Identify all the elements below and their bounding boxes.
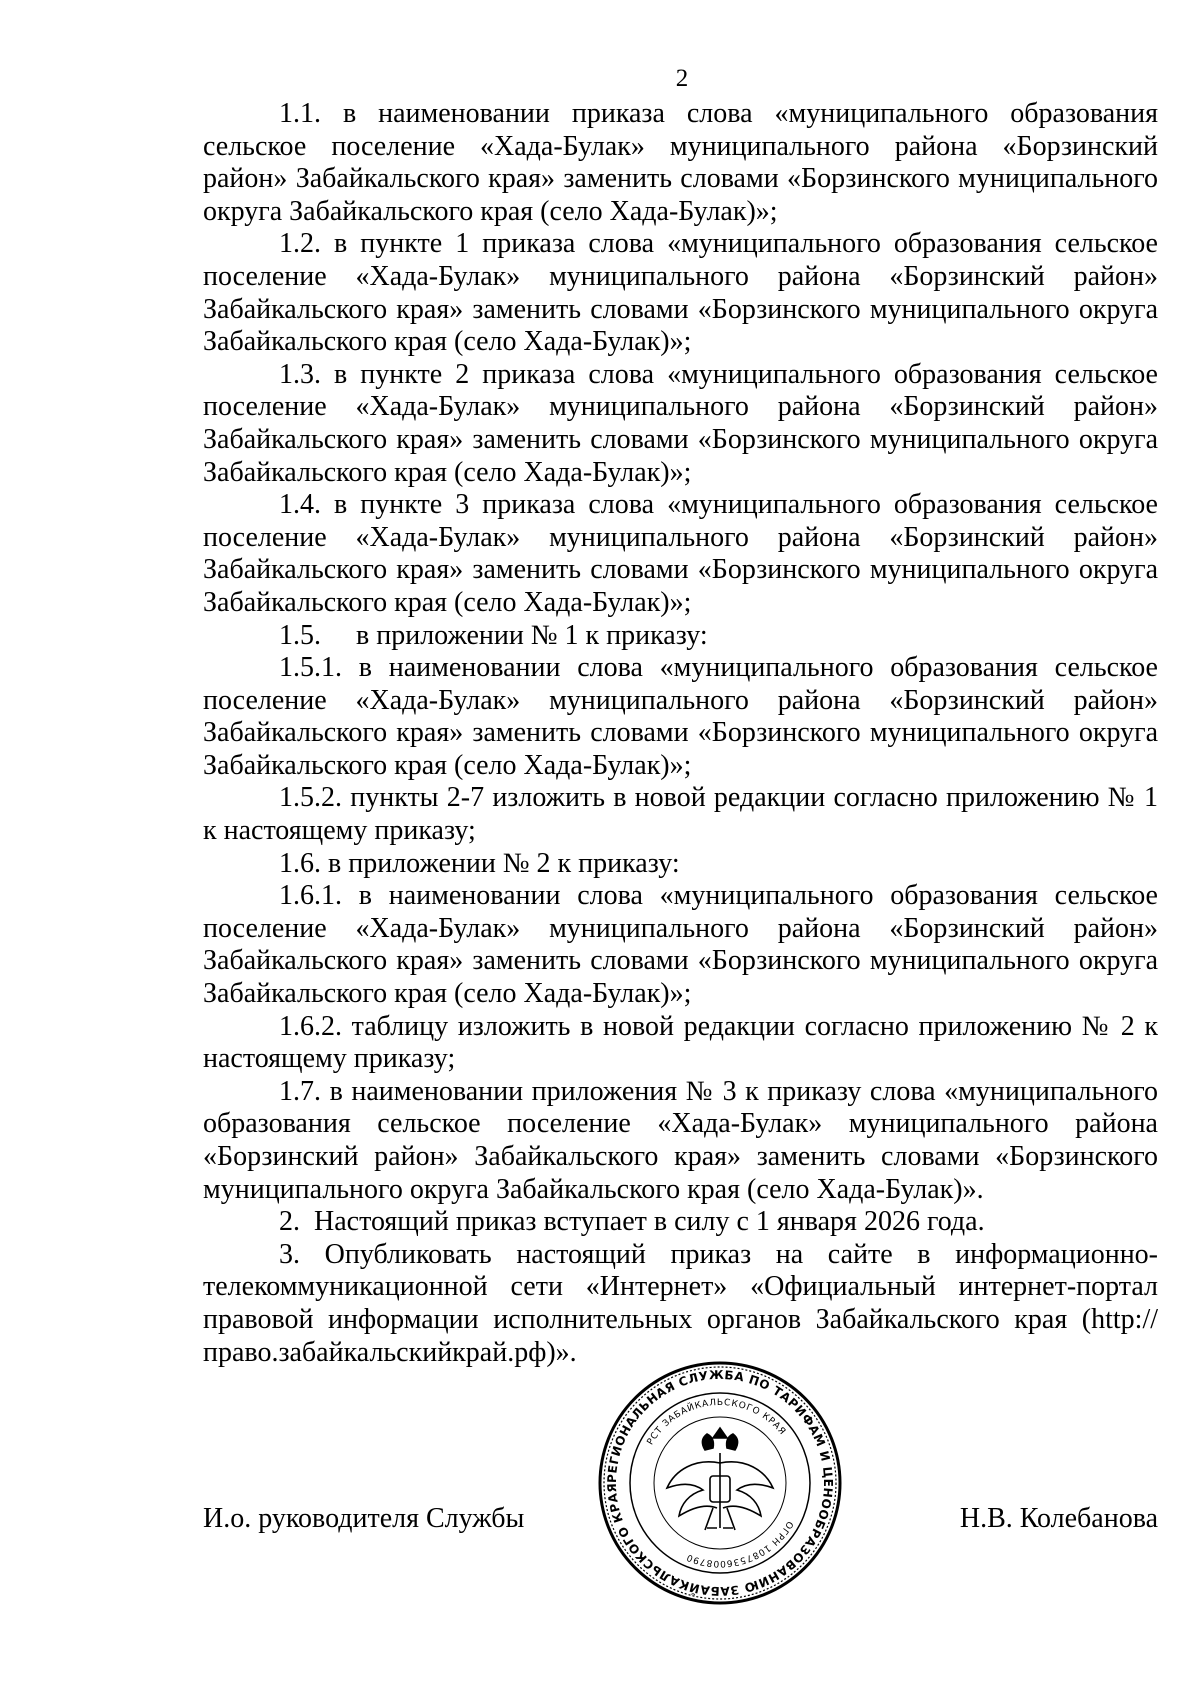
paragraph-2: 2. Настоящий приказ вступает в силу с 1 января 2026 года.: [279, 1206, 985, 1238]
paragraph-1-7: 1.7. в наименовании приложения № 3 к приказу слова «муниципального образования сельское поселение «Хада-Булак» муниципального района «Борзинский район» Забайкальского края» заменить словами «Борзинского муниципального округа Забайкальского края (село Хада-Булак)».: [203, 1075, 1158, 1205]
paragraph-1-1: 1.1. в наименовании приказа слова «муниципального образования сельское поселение «Хада-Булак» муниципального района «Борзинский район» Забайкальского края» заменить словами «Борзинского муниципального округа Забайкальского края (село Хада-Булак)»;: [203, 98, 1158, 227]
paragraph-1-6-1: 1.6.1. в наименовании слова «муниципального образования сельское поселение «Хада-Булак» муниципального района «Борзинский район» Забайкальского края» заменить словами «Борзинского муниципального округа Забайкальского края (село Хада-Булак)»;: [203, 880, 1158, 1010]
signatory-title: И.о. руководителя Службы: [203, 1503, 525, 1534]
paragraph-3: 3. Опубликовать настоящий приказ на сайте в информационно-телекоммуникационной сети «Интернет» «Официальный интернет-портал правовой информации исполнительных органов Забайкальского края (http://право.забайкальскийкрай.рф)».: [203, 1238, 1158, 1368]
page-number: 2: [675, 65, 689, 92]
svg-text:ОГРН 1087536008790: [685, 1519, 794, 1568]
paragraph-1-3: 1.3. в пункте 2 приказа слова «муниципального образования сельское поселение «Хада-Булак» муниципального района «Борзинский район» Забайкальского края» заменить словами «Борзинского муниципального округа Забайкальского края (село Хада-Булак)»;: [203, 358, 1158, 488]
paragraph-1-4: 1.4. в пункте 3 приказа слова «муниципального образования сельское поселение «Хада-Булак» муниципального района «Борзинский район» Забайкальского края» заменить словами «Борзинского муниципального округа Забайкальского края (село Хада-Булак)»;: [203, 489, 1158, 618]
seal-inner-text: РСТ ЗАБАЙКАЛЬСКОГО КРАЯ: [645, 1397, 788, 1447]
paragraph-1-2: 1.2. в пункте 1 приказа слова «муниципального образования сельское поселение «Хада-Булак» муниципального района «Борзинский район» Забайкальского края» заменить словами «Борзинского муниципального округа Забайкальского края (село Хада-Булак)»;: [203, 228, 1158, 358]
paragraph-1-5: 1.5. в приложении № 1 к приказу:: [279, 619, 708, 651]
signatory-name: Н.В. Колебанова: [959, 1503, 1158, 1534]
paragraph-1-5-1: 1.5.1. в наименовании слова «муниципального образования сельское поселение «Хада-Булак» муниципального района «Борзинский район» Забайкальского края» заменить словами «Борзинского муниципального округа Забайкальского края (село Хада-Булак)»;: [203, 652, 1158, 781]
coat-of-arms-emblem: [667, 1428, 773, 1530]
paragraph-1-6: 1.6. в приложении № 2 к приказу:: [279, 847, 680, 879]
paragraph-1-5-2: 1.5.2. пункты 2-7 изложить в новой редакции согласно приложению № 1 к настоящему приказу;: [203, 782, 1158, 847]
seal-ogrn-text: ОГРН 1087536008790: [684, 1519, 795, 1569]
paragraph-1-6-2: 1.6.2. таблицу изложить в новой редакции согласно приложению № 2 к настоящему приказу;: [203, 1010, 1158, 1075]
seal-outer-text: РЕГИОНАЛЬНАЯ СЛУЖБА ПО ТАРИФАМ И ЦЕНООБРАЗОВАНИЮ ЗАБАЙКАЛЬСКОГО КРАЯ: [604, 1367, 836, 1599]
official-seal-stamp: [595, 1358, 845, 1608]
document-body: [203, 98, 1158, 1369]
